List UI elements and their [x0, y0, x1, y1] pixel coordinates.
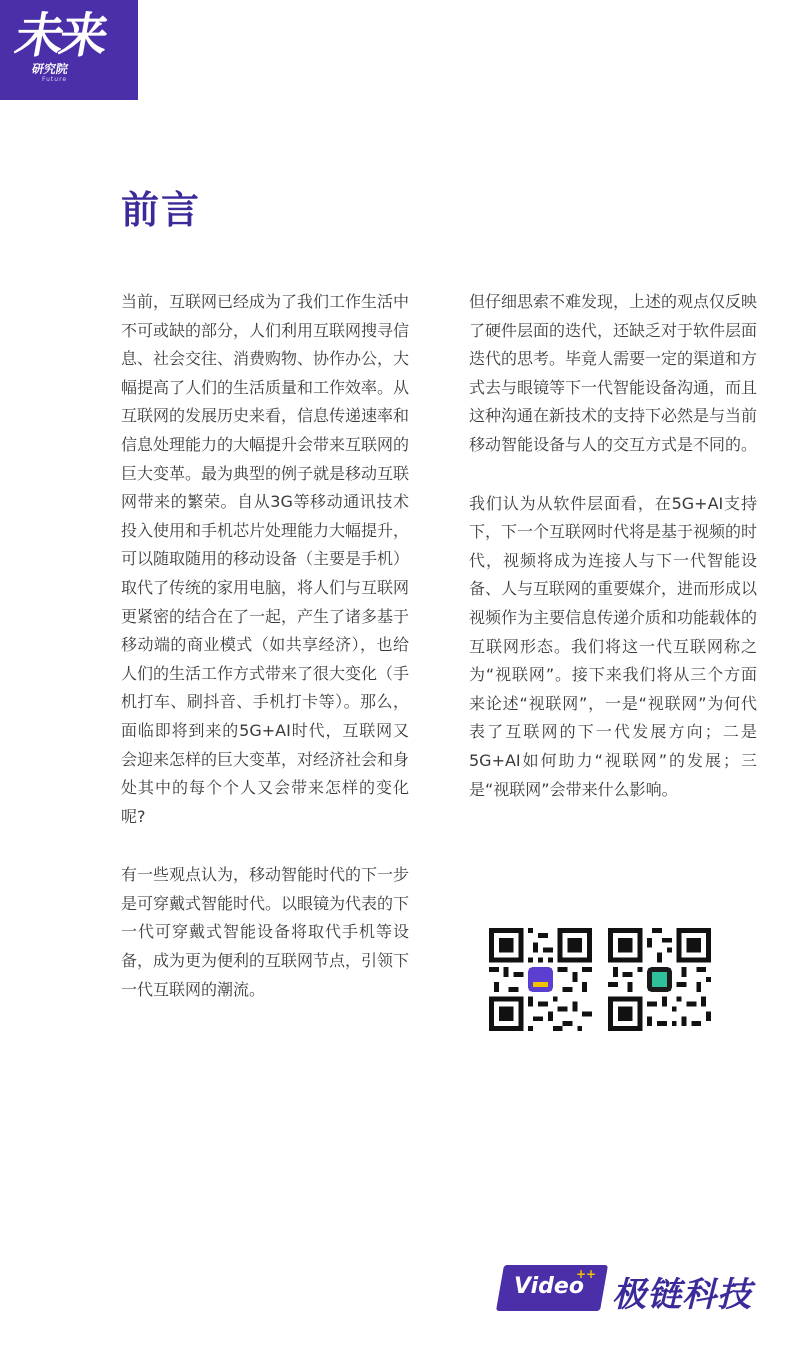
logo-sub-text: 研究院: [30, 62, 70, 76]
institute-logo: [0, 0, 138, 100]
brand-badge-plus: ++: [576, 1267, 597, 1281]
brand-badge-text: Video: [514, 1274, 584, 1299]
left-column: [121, 288, 409, 1004]
paragraph: 当前，互联网已经成为了我们工作生活中不可或缺的部分，人们利用互联网搜寻信息、社会交往、消费购物、协作办公，大幅提高了人们的生活质量和工作效率。从互联网的发展历史来看，信息传递速率和信息处理能力的大幅提升会带来互联网的巨大变革。最为典型的例子就是移动互联网带来的繁荣。自从3G等移动通讯技术投入使用和手机芯片处理能力大幅提升，可以随取随用的移动设备（主要是手机）取代了传统的家用电脑，将人们与互联网更紧密的结合在了一起，产生了诸多基于移动端的商业模式（如共享经济），也给人们的生活工作方式带来了很大变化（手机打车、刷抖音、手机打卡等）。那么，面临即将到来的5G+AI时代，互联网又会迎来怎样的巨大变革，对经济社会和身处其中的每个个人又会带来怎样的变化呢?: [121, 292, 410, 826]
logo-sub-en-text: Future: [42, 76, 68, 83]
brand-name: 极链科技: [612, 1275, 752, 1315]
logo-main-text: 未来: [11, 8, 109, 64]
paragraph: 我们认为从软件层面看，在5G+AI支持下，下一个互联网时代将是基于视频的时代，视频将成为连接人与下一代智能设备、人与互联网的重要媒介，进而形成以视频作为主要信息传递介质和功能载体的互联网形态。我们将这一代互联网称之为“视联网”。接下来我们将从三个方面来论述“视联网”，一是“视联网”为何代表了互联网的下一代发展方向；二是5G+AI如何助力“视联网”的发展；三是“视联网”会带来什么影响。: [469, 493, 758, 799]
paragraph: 但仔细思索不难发现，上述的观点仅反映了硬件层面的迭代，还缺乏对于软件层面迭代的思考。毕竟人需要一定的渠道和方式去与眼镜等下一代智能设备沟通，而且这种沟通在新技术的支持下必然是与当前移动智能设备与人的交互方式是不同的。: [469, 292, 758, 454]
paragraph: 有一些观点认为，移动智能时代的下一步是可穿戴式智能时代。以眼镜为代表的下一代可穿戴式智能设备将取代手机等设备，成为更为便利的互联网节点，引领下一代互联网的潮流。: [121, 865, 410, 999]
right-column: [469, 288, 757, 804]
qr-code-left: [489, 928, 592, 1031]
page-title: 前言: [121, 188, 202, 232]
qr-code-right: [608, 928, 711, 1031]
company-brand: [500, 1265, 770, 1315]
